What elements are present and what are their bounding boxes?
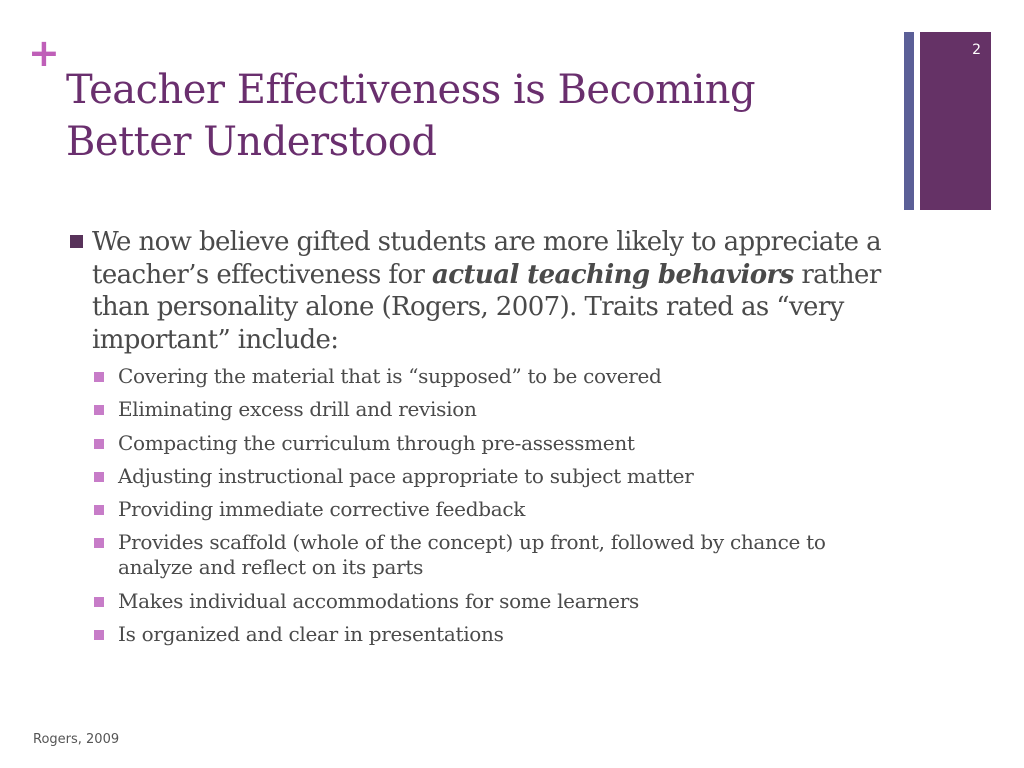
sub-bullet-item [92,497,890,522]
sub-bullet-text: Compacting the curriculum through pre-assessment [118,430,635,455]
sub-bullet-item [92,397,890,422]
sub-bullet-text: Provides scaffold (whole of the concept) up front, followed by chance to analyze and reflect on its parts [118,530,826,580]
sub-bullet-item [92,589,890,614]
square-bullet-icon [94,597,104,607]
sub-bullet-text: Adjusting instructional pace appropriate to subject matter [118,463,694,488]
sub-bullet-text: Covering the material that is “supposed” to be covered [118,364,662,388]
sub-bullet-item [92,364,890,389]
square-bullet-icon [94,472,104,482]
sub-bullet-text: Makes individual accommodations for some learners [118,588,639,613]
square-bullet-icon [94,630,104,640]
square-bullet-icon [94,439,104,449]
sub-bullet-text: Providing immediate corrective feedback [118,497,526,522]
sub-bullet-text: Eliminating excess drill and revision [118,397,477,422]
slide-number: 2 [972,42,981,58]
sub-bullet-item [92,431,890,456]
main-bullet [92,226,890,356]
main-bullet-emphasis: actual teaching behaviors [432,259,794,290]
square-bullet-icon [94,505,104,515]
sub-bullet-item [92,530,890,580]
slide-number-box [920,32,991,210]
main-bullet-text-before: We now believe gifted students are more likely to appreciate a teacher’s effectiveness for [92,227,882,290]
content-body [70,226,890,655]
sub-bullet-list [92,364,890,647]
square-bullet-icon [94,538,104,548]
square-bullet-icon [94,372,104,382]
sub-bullet-item [92,622,890,647]
accent-bar [904,32,914,210]
footer-citation: Rogers, 2009 [33,732,120,747]
main-bullet-text-after: rather than personality alone (Rogers, 2007). Traits rated as “very important” include: [92,259,881,355]
plus-icon: + [28,31,60,75]
sub-bullet-text: Is organized and clear in presentations [118,622,504,647]
sub-bullet-item [92,464,890,489]
square-bullet-icon [70,235,83,248]
square-bullet-icon [94,405,104,415]
slide-title: Teacher Effectiveness is Becoming Better Understood [66,67,756,165]
